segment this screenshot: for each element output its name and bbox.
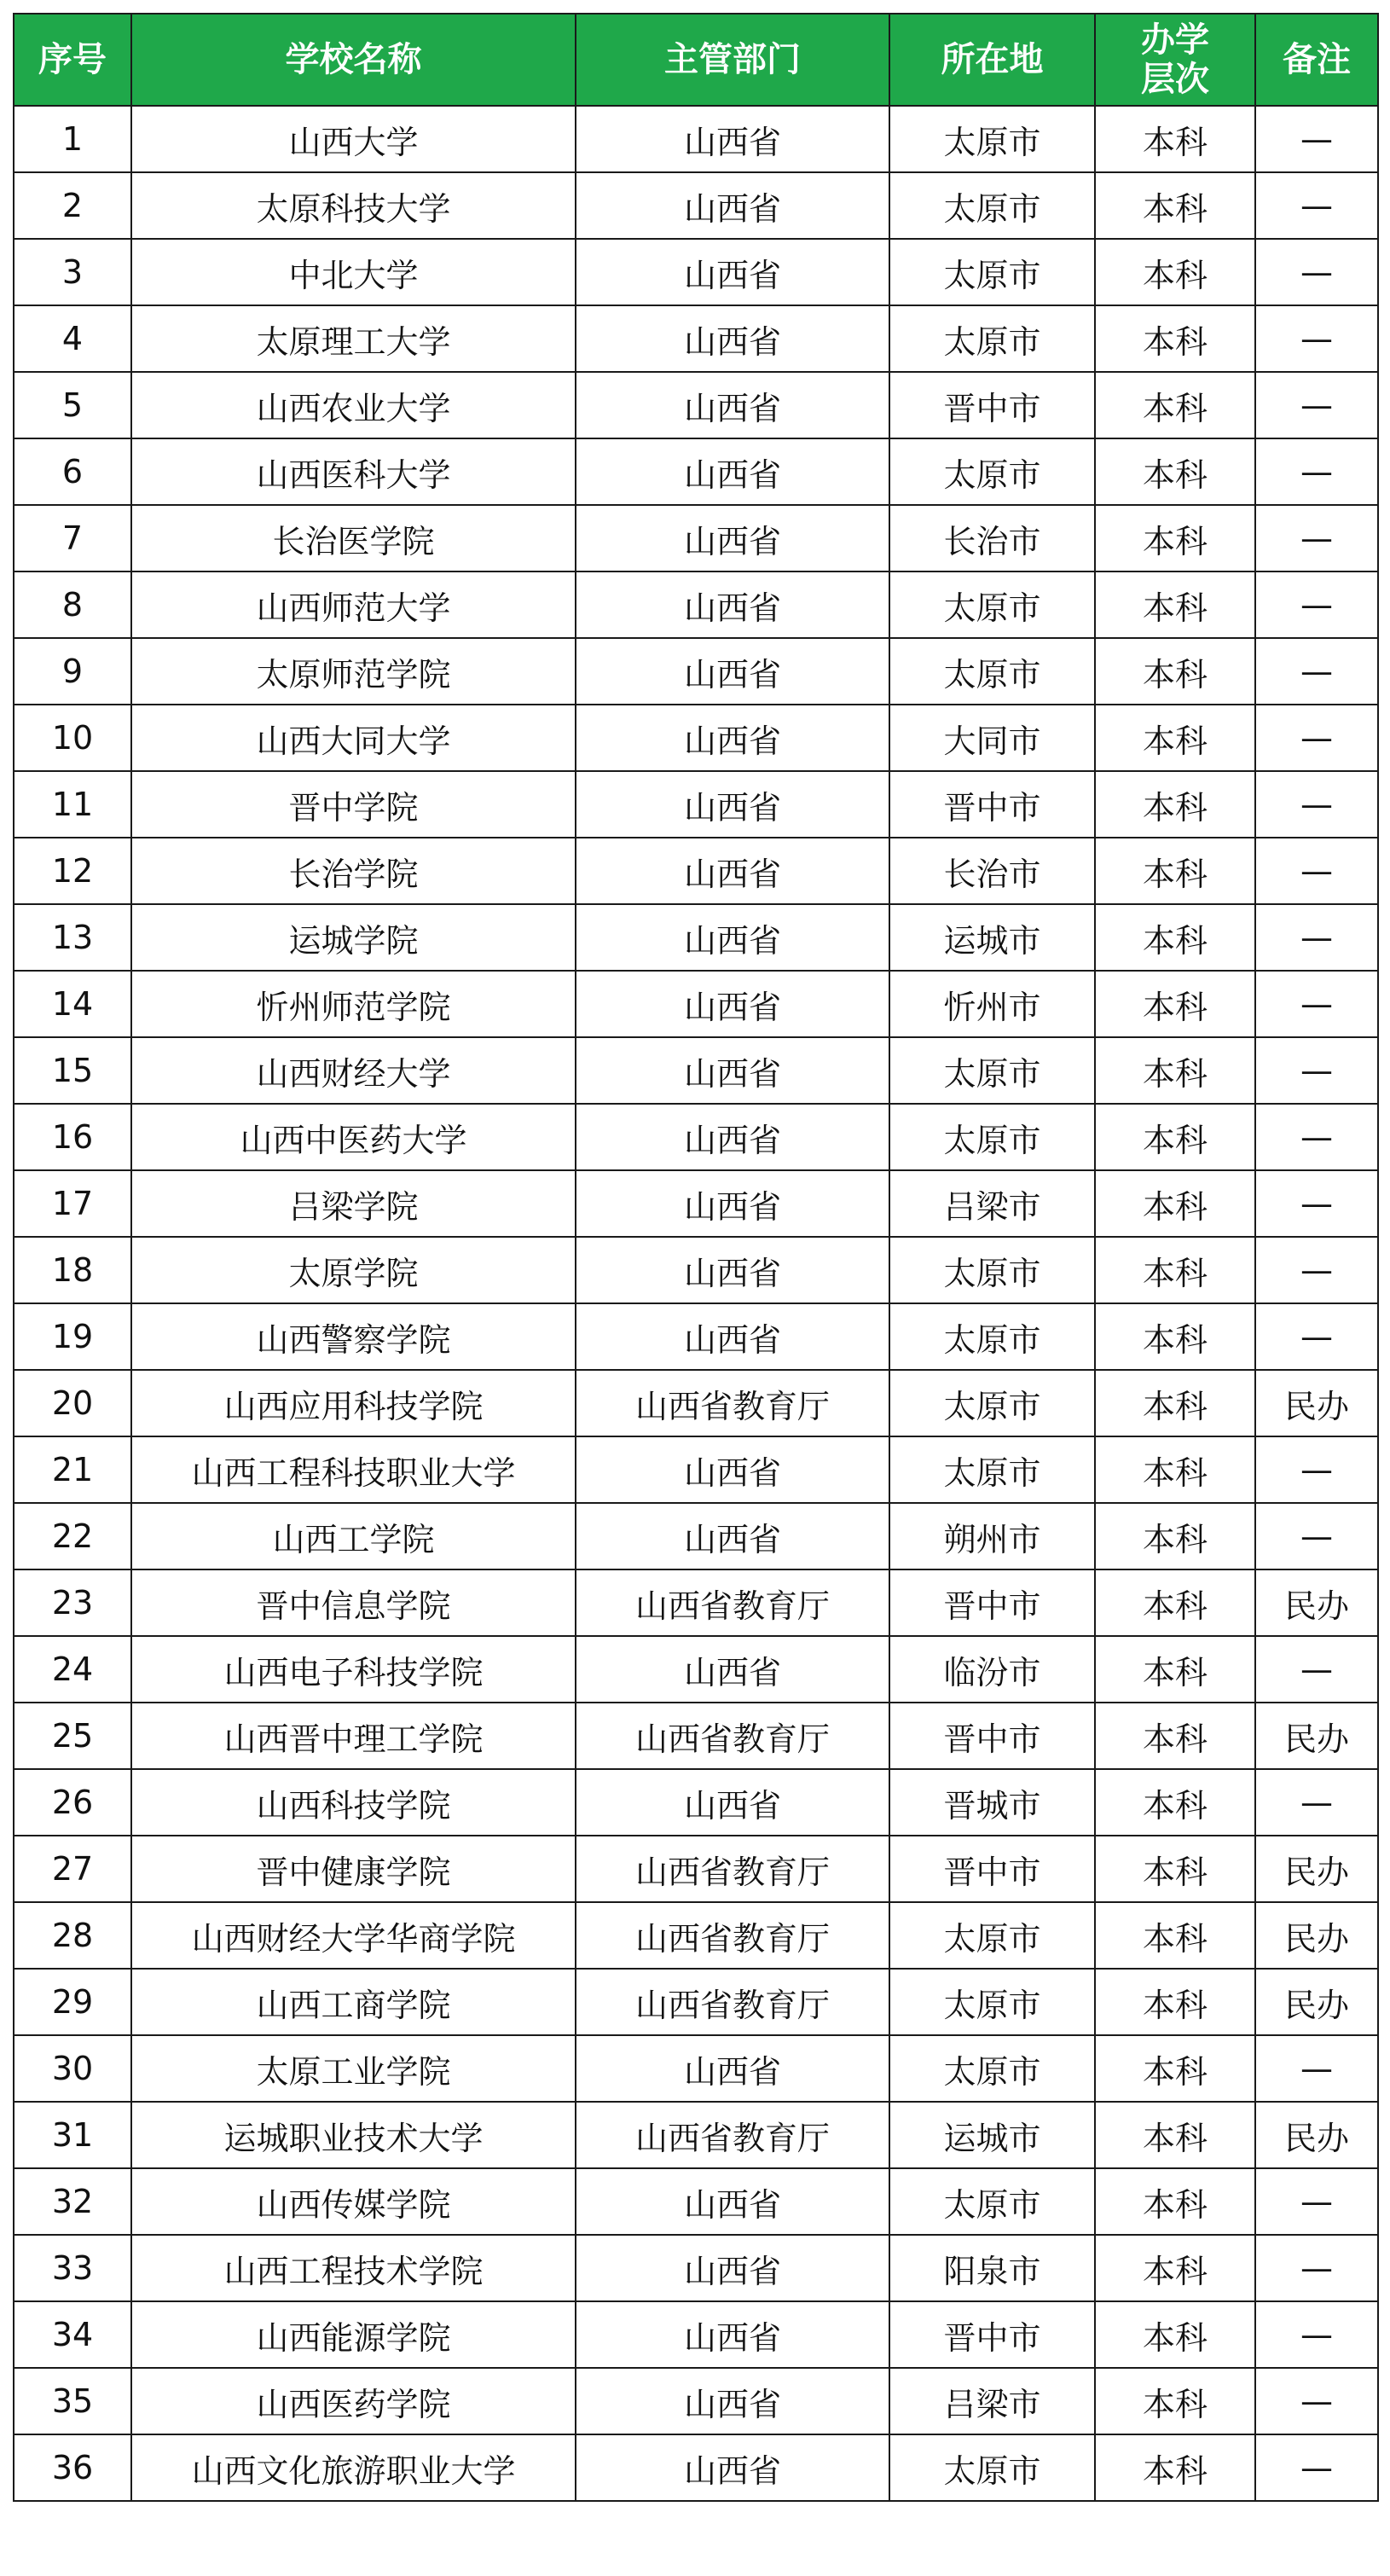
cell-level: 本科: [1095, 172, 1255, 239]
cell-no: 1: [14, 106, 131, 172]
cell-dept: 山西省: [576, 771, 889, 838]
table-row: [14, 1237, 1378, 1303]
cell-name: 太原科技大学: [131, 172, 576, 239]
table-row: [14, 505, 1378, 571]
cell-level: 本科: [1095, 571, 1255, 638]
cell-name: 运城职业技术大学: [131, 2102, 576, 2168]
cell-city: 运城市: [889, 904, 1095, 971]
cell-dept: 山西省教育厅: [576, 1902, 889, 1969]
cell-name: 山西师范大学: [131, 571, 576, 638]
cell-dept: 山西省: [576, 172, 889, 239]
cell-level: 本科: [1095, 1636, 1255, 1703]
cell-dept: 山西省: [576, 1170, 889, 1237]
table-row: [14, 438, 1378, 505]
cell-no: 33: [14, 2235, 131, 2301]
cell-note: —: [1255, 2368, 1378, 2434]
cell-note: —: [1255, 372, 1378, 438]
cell-dept: 山西省: [576, 2035, 889, 2102]
cell-level: 本科: [1095, 1902, 1255, 1969]
cell-no: 14: [14, 971, 131, 1037]
cell-city: 晋中市: [889, 1569, 1095, 1636]
table-row: [14, 2434, 1378, 2501]
table-row: [14, 638, 1378, 705]
cell-note: 民办: [1255, 1902, 1378, 1969]
cell-dept: 山西省: [576, 1636, 889, 1703]
cell-no: 12: [14, 838, 131, 904]
cell-name: 长治学院: [131, 838, 576, 904]
table-body: [14, 106, 1378, 2501]
table-row: [14, 571, 1378, 638]
cell-note: —: [1255, 1104, 1378, 1170]
cell-name: 晋中健康学院: [131, 1836, 576, 1902]
cell-no: 2: [14, 172, 131, 239]
cell-name: 山西医药学院: [131, 2368, 576, 2434]
cell-name: 山西财经大学华商学院: [131, 1902, 576, 1969]
cell-level: 本科: [1095, 2301, 1255, 2368]
table-row: [14, 838, 1378, 904]
cell-name: 山西工学院: [131, 1503, 576, 1569]
cell-no: 13: [14, 904, 131, 971]
cell-level: 本科: [1095, 1303, 1255, 1370]
cell-no: 17: [14, 1170, 131, 1237]
table-row: [14, 1569, 1378, 1636]
cell-level: 本科: [1095, 239, 1255, 305]
cell-dept: 山西省: [576, 305, 889, 372]
cell-name: 中北大学: [131, 239, 576, 305]
cell-note: —: [1255, 1237, 1378, 1303]
table-row: [14, 1037, 1378, 1104]
table-row: [14, 239, 1378, 305]
cell-dept: 山西省教育厅: [576, 1569, 889, 1636]
cell-city: 晋中市: [889, 1703, 1095, 1769]
cell-city: 太原市: [889, 172, 1095, 239]
cell-name: 山西能源学院: [131, 2301, 576, 2368]
cell-no: 36: [14, 2434, 131, 2501]
cell-level: 本科: [1095, 1436, 1255, 1503]
cell-level: 本科: [1095, 1836, 1255, 1902]
cell-no: 5: [14, 372, 131, 438]
cell-city: 太原市: [889, 438, 1095, 505]
cell-note: —: [1255, 1303, 1378, 1370]
cell-name: 山西工程技术学院: [131, 2235, 576, 2301]
cell-no: 34: [14, 2301, 131, 2368]
header-name: 学校名称: [131, 14, 576, 106]
cell-city: 太原市: [889, 1303, 1095, 1370]
header-dept: 主管部门: [576, 14, 889, 106]
table-row: [14, 1104, 1378, 1170]
cell-no: 29: [14, 1969, 131, 2035]
cell-name: 晋中学院: [131, 771, 576, 838]
cell-city: 太原市: [889, 571, 1095, 638]
cell-level: 本科: [1095, 106, 1255, 172]
cell-note: —: [1255, 305, 1378, 372]
cell-dept: 山西省: [576, 2235, 889, 2301]
cell-city: 晋中市: [889, 372, 1095, 438]
header-level: [1095, 14, 1255, 106]
cell-name: 山西工商学院: [131, 1969, 576, 2035]
cell-no: 18: [14, 1237, 131, 1303]
cell-city: 太原市: [889, 2168, 1095, 2235]
table-row: [14, 771, 1378, 838]
cell-dept: 山西省: [576, 571, 889, 638]
cell-level: 本科: [1095, 2102, 1255, 2168]
cell-dept: 山西省: [576, 1436, 889, 1503]
table-row: [14, 1969, 1378, 2035]
cell-dept: 山西省教育厅: [576, 1836, 889, 1902]
header-note: 备注: [1255, 14, 1378, 106]
cell-no: 6: [14, 438, 131, 505]
cell-city: 太原市: [889, 305, 1095, 372]
cell-name: 山西电子科技学院: [131, 1636, 576, 1703]
table-header: [14, 14, 1378, 106]
cell-note: —: [1255, 106, 1378, 172]
cell-dept: 山西省: [576, 1769, 889, 1836]
cell-city: 太原市: [889, 2434, 1095, 2501]
cell-dept: 山西省: [576, 1237, 889, 1303]
cell-name: 太原理工大学: [131, 305, 576, 372]
cell-level: 本科: [1095, 1370, 1255, 1436]
cell-dept: 山西省: [576, 2368, 889, 2434]
cell-no: 27: [14, 1836, 131, 1902]
cell-city: 吕梁市: [889, 2368, 1095, 2434]
cell-level: 本科: [1095, 638, 1255, 705]
cell-note: —: [1255, 2434, 1378, 2501]
cell-dept: 山西省: [576, 1503, 889, 1569]
cell-level: 本科: [1095, 505, 1255, 571]
cell-note: —: [1255, 1037, 1378, 1104]
cell-city: 太原市: [889, 106, 1095, 172]
cell-city: 太原市: [889, 1104, 1095, 1170]
cell-city: 忻州市: [889, 971, 1095, 1037]
table-row: [14, 1703, 1378, 1769]
cell-name: 山西警察学院: [131, 1303, 576, 1370]
cell-name: 运城学院: [131, 904, 576, 971]
cell-level: 本科: [1095, 1037, 1255, 1104]
cell-note: —: [1255, 904, 1378, 971]
cell-level: 本科: [1095, 438, 1255, 505]
cell-note: —: [1255, 505, 1378, 571]
cell-name: 山西财经大学: [131, 1037, 576, 1104]
cell-note: —: [1255, 172, 1378, 239]
cell-city: 太原市: [889, 1237, 1095, 1303]
table-row: [14, 106, 1378, 172]
cell-no: 26: [14, 1769, 131, 1836]
cell-note: —: [1255, 2301, 1378, 2368]
cell-city: 太原市: [889, 1370, 1095, 1436]
cell-city: 运城市: [889, 2102, 1095, 2168]
cell-city: 太原市: [889, 1902, 1095, 1969]
cell-note: —: [1255, 438, 1378, 505]
cell-level: 本科: [1095, 305, 1255, 372]
cell-note: —: [1255, 771, 1378, 838]
cell-no: 31: [14, 2102, 131, 2168]
header-no: 序号: [14, 14, 131, 106]
cell-level: 本科: [1095, 1503, 1255, 1569]
cell-name: 山西大同大学: [131, 705, 576, 771]
cell-level: 本科: [1095, 1104, 1255, 1170]
cell-city: 阳泉市: [889, 2235, 1095, 2301]
cell-no: 22: [14, 1503, 131, 1569]
header-level-line2: 层次: [1141, 60, 1209, 99]
cell-city: 晋中市: [889, 1836, 1095, 1902]
cell-no: 19: [14, 1303, 131, 1370]
cell-no: 25: [14, 1703, 131, 1769]
cell-dept: 山西省: [576, 239, 889, 305]
table-row: [14, 1836, 1378, 1902]
cell-no: 4: [14, 305, 131, 372]
cell-note: —: [1255, 239, 1378, 305]
cell-name: 山西传媒学院: [131, 2168, 576, 2235]
cell-note: 民办: [1255, 1370, 1378, 1436]
cell-note: —: [1255, 638, 1378, 705]
cell-level: 本科: [1095, 705, 1255, 771]
header-row: [14, 14, 1378, 106]
table-row: [14, 305, 1378, 372]
cell-no: 30: [14, 2035, 131, 2102]
table-row: [14, 2102, 1378, 2168]
cell-dept: 山西省教育厅: [576, 1703, 889, 1769]
table-row: [14, 1170, 1378, 1237]
cell-name: 忻州师范学院: [131, 971, 576, 1037]
table-row: [14, 1636, 1378, 1703]
table-row: [14, 2301, 1378, 2368]
cell-dept: 山西省: [576, 1037, 889, 1104]
cell-level: 本科: [1095, 1703, 1255, 1769]
cell-level: 本科: [1095, 1569, 1255, 1636]
cell-no: 15: [14, 1037, 131, 1104]
cell-dept: 山西省: [576, 1303, 889, 1370]
cell-level: 本科: [1095, 1769, 1255, 1836]
cell-name: 山西工程科技职业大学: [131, 1436, 576, 1503]
cell-name: 长治医学院: [131, 505, 576, 571]
cell-dept: 山西省: [576, 705, 889, 771]
cell-level: 本科: [1095, 1969, 1255, 2035]
cell-note: —: [1255, 2235, 1378, 2301]
cell-city: 长治市: [889, 505, 1095, 571]
cell-level: 本科: [1095, 904, 1255, 971]
cell-dept: 山西省教育厅: [576, 1969, 889, 2035]
cell-city: 临汾市: [889, 1636, 1095, 1703]
cell-level: 本科: [1095, 2434, 1255, 2501]
cell-note: —: [1255, 2168, 1378, 2235]
table-row: [14, 971, 1378, 1037]
cell-no: 35: [14, 2368, 131, 2434]
cell-dept: 山西省: [576, 904, 889, 971]
cell-no: 21: [14, 1436, 131, 1503]
cell-name: 晋中信息学院: [131, 1569, 576, 1636]
cell-name: 太原师范学院: [131, 638, 576, 705]
cell-note: 民办: [1255, 1569, 1378, 1636]
cell-city: 晋中市: [889, 771, 1095, 838]
cell-city: 晋中市: [889, 2301, 1095, 2368]
cell-name: 山西文化旅游职业大学: [131, 2434, 576, 2501]
cell-city: 大同市: [889, 705, 1095, 771]
table-row: [14, 1769, 1378, 1836]
cell-dept: 山西省: [576, 2168, 889, 2235]
cell-no: 7: [14, 505, 131, 571]
cell-note: 民办: [1255, 1703, 1378, 1769]
cell-note: —: [1255, 705, 1378, 771]
cell-city: 长治市: [889, 838, 1095, 904]
cell-note: —: [1255, 2035, 1378, 2102]
cell-level: 本科: [1095, 838, 1255, 904]
cell-note: 民办: [1255, 1836, 1378, 1902]
cell-note: 民办: [1255, 1969, 1378, 2035]
cell-level: 本科: [1095, 2035, 1255, 2102]
cell-no: 8: [14, 571, 131, 638]
cell-name: 山西应用科技学院: [131, 1370, 576, 1436]
table-row: [14, 1503, 1378, 1569]
cell-name: 山西科技学院: [131, 1769, 576, 1836]
cell-level: 本科: [1095, 1170, 1255, 1237]
cell-name: 太原学院: [131, 1237, 576, 1303]
cell-no: 9: [14, 638, 131, 705]
cell-dept: 山西省教育厅: [576, 1370, 889, 1436]
cell-name: 山西大学: [131, 106, 576, 172]
cell-dept: 山西省: [576, 438, 889, 505]
cell-dept: 山西省: [576, 2434, 889, 2501]
header-level-line1: 办学: [1141, 20, 1209, 60]
table-row: [14, 2235, 1378, 2301]
cell-level: 本科: [1095, 771, 1255, 838]
cell-no: 24: [14, 1636, 131, 1703]
cell-dept: 山西省: [576, 638, 889, 705]
cell-name: 山西中医药大学: [131, 1104, 576, 1170]
table-row: [14, 904, 1378, 971]
cell-level: 本科: [1095, 2368, 1255, 2434]
cell-level: 本科: [1095, 372, 1255, 438]
cell-name: 太原工业学院: [131, 2035, 576, 2102]
cell-city: 太原市: [889, 239, 1095, 305]
table-row: [14, 1303, 1378, 1370]
cell-note: —: [1255, 1503, 1378, 1569]
cell-no: 11: [14, 771, 131, 838]
cell-note: —: [1255, 1636, 1378, 1703]
cell-city: 太原市: [889, 1037, 1095, 1104]
cell-no: 32: [14, 2168, 131, 2235]
table-row: [14, 1902, 1378, 1969]
cell-dept: 山西省: [576, 1104, 889, 1170]
cell-dept: 山西省: [576, 2301, 889, 2368]
header-city: 所在地: [889, 14, 1095, 106]
cell-city: 晋城市: [889, 1769, 1095, 1836]
cell-city: 朔州市: [889, 1503, 1095, 1569]
cell-dept: 山西省教育厅: [576, 2102, 889, 2168]
cell-dept: 山西省: [576, 838, 889, 904]
cell-level: 本科: [1095, 1237, 1255, 1303]
cell-note: —: [1255, 1769, 1378, 1836]
table-row: [14, 2368, 1378, 2434]
table-row: [14, 1436, 1378, 1503]
cell-city: 太原市: [889, 1969, 1095, 2035]
cell-note: —: [1255, 971, 1378, 1037]
cell-no: 10: [14, 705, 131, 771]
cell-note: —: [1255, 1436, 1378, 1503]
cell-level: 本科: [1095, 2235, 1255, 2301]
cell-level: 本科: [1095, 971, 1255, 1037]
cell-no: 23: [14, 1569, 131, 1636]
table-row: [14, 2168, 1378, 2235]
cell-name: 山西医科大学: [131, 438, 576, 505]
cell-name: 吕梁学院: [131, 1170, 576, 1237]
cell-no: 20: [14, 1370, 131, 1436]
cell-dept: 山西省: [576, 372, 889, 438]
cell-dept: 山西省: [576, 106, 889, 172]
cell-no: 3: [14, 239, 131, 305]
cell-no: 28: [14, 1902, 131, 1969]
table-row: [14, 2035, 1378, 2102]
cell-dept: 山西省: [576, 505, 889, 571]
university-table: [13, 13, 1379, 2502]
cell-note: —: [1255, 571, 1378, 638]
cell-name: 山西农业大学: [131, 372, 576, 438]
cell-note: 民办: [1255, 2102, 1378, 2168]
cell-city: 吕梁市: [889, 1170, 1095, 1237]
cell-city: 太原市: [889, 638, 1095, 705]
cell-city: 太原市: [889, 1436, 1095, 1503]
cell-city: 太原市: [889, 2035, 1095, 2102]
cell-level: 本科: [1095, 2168, 1255, 2235]
table-row: [14, 705, 1378, 771]
cell-note: —: [1255, 838, 1378, 904]
table-row: [14, 372, 1378, 438]
cell-name: 山西晋中理工学院: [131, 1703, 576, 1769]
table-row: [14, 1370, 1378, 1436]
cell-dept: 山西省: [576, 971, 889, 1037]
table-row: [14, 172, 1378, 239]
cell-note: —: [1255, 1170, 1378, 1237]
cell-no: 16: [14, 1104, 131, 1170]
